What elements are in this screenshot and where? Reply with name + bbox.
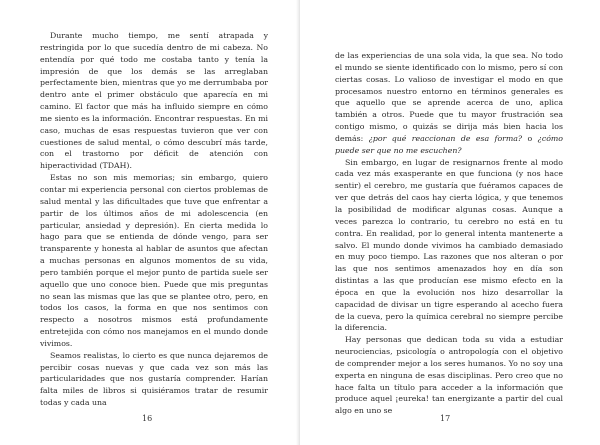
right-page-body: [335, 50, 563, 417]
paragraph: Durante mucho tiempo, me sentí atrapada y restringida por lo que sucedía dentro de mi cabeza. No entendía por qué todo me costaba tanto y tenía la impresión de que los demás se las arreglaban perfectamente bien, mientras que yo me derrumbaba por dentro ante el primer obstáculo que aparecía en mi camino. El factor que más ha influido siempre en cómo me siento es la información. Encontrar respuestas. En mi caso, muchas de esas respuestas tuvieron que ver con cuestiones de salud mental, o cómo descubrí más tarde, con el trastorno por déficit de atención con hiperactividad (TDAH).: [40, 31, 268, 171]
paragraph: Seamos realistas, lo cierto es que nunca dejaremos de percibir cosas nuevas y que cada vez son más las particularidades que nos gustaría comprender. Harían falta miles de libros si quisiéramos tratar de resumir todas y cada una: [40, 350, 268, 408]
paragraph-text: de las experiencias de una sola vida, la que sea. No todo el mundo se siente identificado con lo mismo, pero sí con ciertas cosas. Lo valioso de investigar el modo en que procesamos nuestro entorno en términos generales es que aquello que se aprende acerca de uno, aplica también a otros. Puede que tu mayor frustración sea contigo mismo, o quizás se dirija más bien hacia los demás:: [335, 51, 563, 143]
paragraph: Estas no son mis memorias; sin embargo, quiero contar mi experiencia personal con ciertos problemas de salud mental y las dificultades que tuve que enfrentar a partir de los últimos años de mi adolescencia (en particular, ansiedad y depresión). En cierta medida lo hago para que se entienda de dónde vengo, para ser transparente y honesta al hablar de asuntos que afectan a muchas personas en algunos momentos de su vida, pero también porque el mejor punto de partida suele ser aquello que uno conoce bien. Puede que mis preguntas no sean las mismas que las que se plantee otro, pero, en todos los casos, la forma en que nos sentimos con respecto a nosotros mismos está profundamente entretejida con cómo nos manejamos en el mundo donde vivimos.: [40, 173, 268, 348]
connector-text: o: [522, 133, 538, 143]
paragraph-continued: [335, 50, 563, 157]
page-number: 17: [440, 414, 451, 423]
paragraph: Sin embargo, en lugar de resignarnos frente al modo cada vez más exasperante en que funciona (y nos hace sentir) el cerebro, me gustaría que fuéramos capaces de ver que detrás del caos hay cierta lógica, y que tenemos la posibilidad de modificar algunas cosas. Aunque a veces parezca lo contrario, tu cerebro no está en tu contra. En realidad, por lo general intenta mantenerte a salvo. El mundo donde vivimos ha cambiado demasiado en muy poco tiempo. Las razones que nos alteran o por las que nos sentimos amenazados hoy en día son distintas a las que producían ese mismo efecto en la época en que la evolución nos hizo desarrollar la capacidad de divisar un tigre esperando al acecho fuera de la cueva, pero la química cerebral no siempre percibe la diferencia.: [335, 157, 563, 333]
italic-question: ¿cómo puede ser que no me escuchen?: [335, 133, 563, 155]
left-page-body: [40, 30, 268, 409]
italic-question: ¿por qué reaccionan de esa forma?: [368, 133, 523, 143]
page-number: 16: [142, 414, 153, 423]
paragraph: Hay personas que dedican toda su vida a estudiar neurociencias, psicología o antropología con el objetivo de comprender mejor a los seres humanos. Yo no soy una experta en ninguna de esas disciplinas. Pero creo que no hace falta un título para acceder a la información que produce aquel ¡eureka! tan energizante a partir del cual algo en uno se: [335, 335, 563, 416]
